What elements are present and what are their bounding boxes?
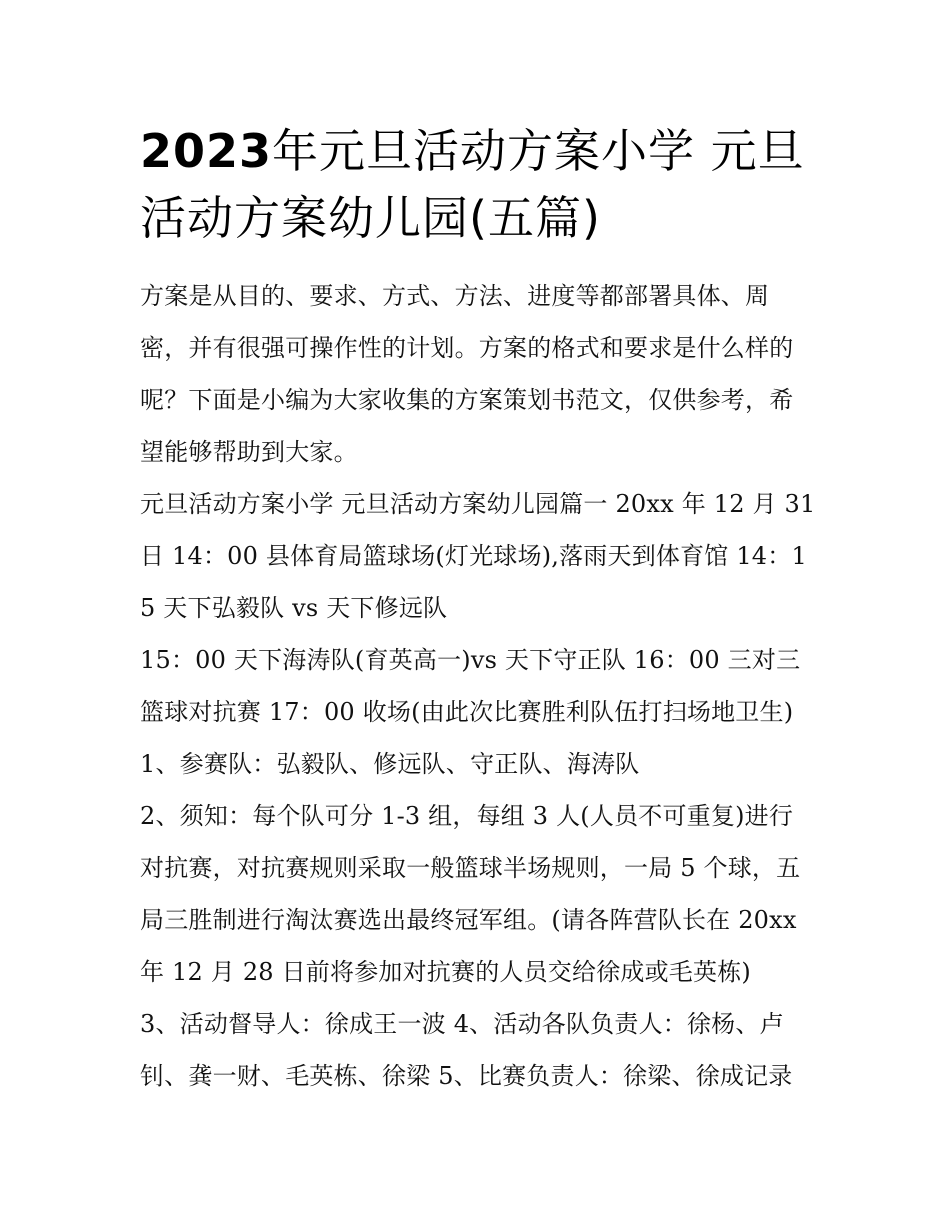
document-page	[140, 118, 816, 1102]
schedule-paragraph-1: 元旦活动方案小学 元旦活动方案幼儿园篇一 20xx 年 12 月 31 日 14：00 县体育局篮球场(灯光球场),落雨天到体育馆 14：15 天下弘毅队 vs 天下修远队	[140, 490, 816, 622]
title-year: 2023	[140, 124, 273, 178]
document-body	[140, 270, 816, 1102]
title-text: 年元旦活动方案小学 元旦活动方案幼儿园(五篇)	[140, 124, 805, 245]
document-title	[140, 118, 816, 252]
intro-paragraph: 方案是从目的、要求、方式、方法、进度等都部署具体、周密，并有很强可操作性的计划。方案的格式和要求是什么样的呢？下面是小编为大家收集的方案策划书范文，仅供参考，希望能够帮助到大家。	[140, 282, 794, 466]
schedule-paragraph-2: 15：00 天下海涛队(育英高一)vs 天下守正队 16：00 三对三篮球对抗赛 17：00 收场(由此次比赛胜利队伍打扫场地卫生)	[140, 646, 801, 726]
teams-paragraph: 1、参赛队：弘毅队、修远队、守正队、海涛队	[140, 750, 640, 778]
rules-paragraph: 2、须知：每个队可分 1-3 组，每组 3 人(人员不可重复)进行对抗赛，对抗赛规则采取一般篮球半场规则，一局 5 个球，五局三胜制进行淘汰赛选出最终冠军组。(请各阵营队长在 20xx 年 12 月 28 日前将参加对抗赛的人员交给徐成或毛英栋)	[140, 802, 801, 986]
staff-paragraph: 3、活动督导人：徐成王一波 4、活动各队负责人：徐杨、卢钊、龚一财、毛英栋、徐梁 5、比赛负责人：徐梁、徐成记录	[140, 1010, 793, 1090]
